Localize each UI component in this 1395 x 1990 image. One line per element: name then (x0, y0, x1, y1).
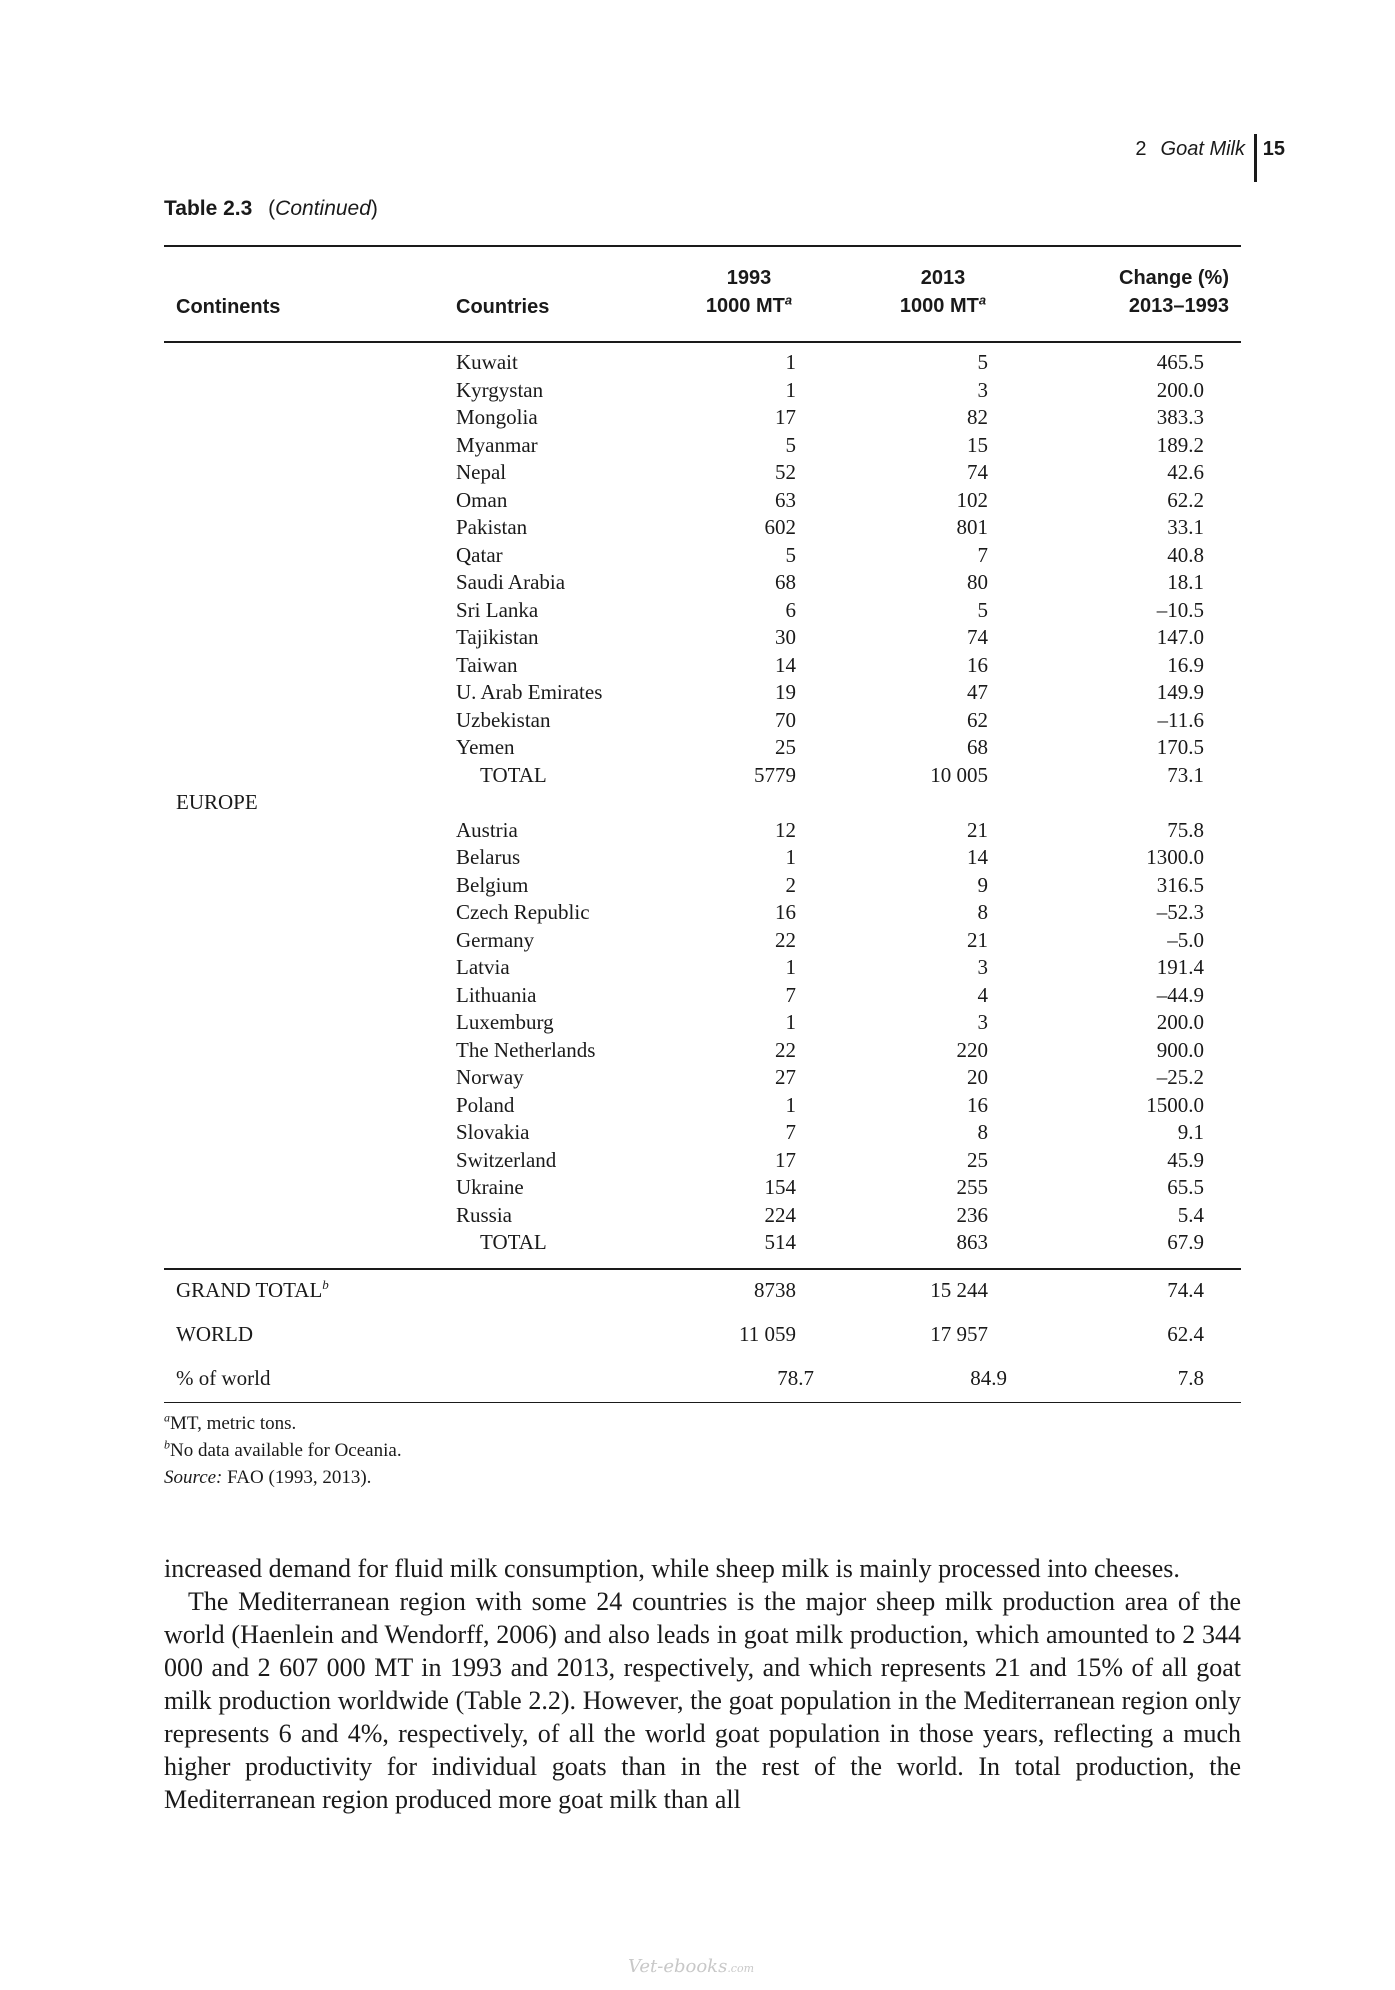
cell-1993: 17 (775, 1147, 796, 1172)
cell-change: 74.4 (1167, 1278, 1204, 1302)
cell-change: 465.5 (1156, 350, 1204, 374)
cell-1993: 14 (775, 652, 796, 677)
cell-2013: 863 (956, 1230, 988, 1254)
cell-1993: 68 (775, 570, 796, 594)
cell-1993: 17 (775, 405, 796, 429)
cell-country: Austria (456, 817, 518, 842)
cell-country: Poland (456, 1092, 515, 1117)
paragraph: increased demand for fluid milk consumption, while sheep milk is mainly processed into cheeses. (164, 1554, 1180, 1583)
table-row (164, 762, 1241, 790)
table-caption (164, 197, 378, 221)
cell-country: TOTAL (480, 1230, 547, 1254)
table-row (164, 1174, 1241, 1202)
cell-country: Norway (456, 1065, 524, 1089)
cell-2013: 220 (956, 1037, 988, 1062)
cell-2013: 16 (967, 1092, 988, 1117)
continued-text: Continued (275, 197, 371, 220)
cell-2013: 10 005 (930, 762, 988, 787)
cell-2013: 3 (977, 377, 988, 402)
chapter-title (1135, 138, 1245, 161)
table-row (164, 1009, 1241, 1037)
table-row (164, 1119, 1241, 1147)
source-label: Source: (164, 1467, 223, 1488)
cell-change: 7.8 (1177, 1366, 1204, 1390)
table-row (164, 927, 1241, 955)
cell-2013: 9 (977, 872, 988, 897)
cell-country: Switzerland (456, 1147, 557, 1172)
cell-country: Belarus (456, 845, 521, 869)
table-body (164, 349, 1241, 1257)
cell-country: Nepal (456, 460, 507, 484)
cell-2013: 3 (977, 1010, 988, 1034)
table-row (164, 514, 1241, 542)
table-row (164, 844, 1241, 872)
table-row (164, 817, 1241, 845)
footnote-a (164, 1410, 402, 1437)
cell-1993: 5 (785, 542, 796, 567)
cell-2013: 25 (967, 1147, 988, 1172)
cell-country: Kyrgystan (456, 377, 544, 402)
footnote-mark-a: a (784, 292, 793, 308)
summary-label (176, 1364, 270, 1392)
cell-2013: 5 (977, 597, 988, 622)
cell-change: 1300.0 (1146, 845, 1204, 869)
source-note (164, 1464, 402, 1491)
cell-2013: 68 (967, 735, 988, 759)
summary-row (164, 1320, 1241, 1364)
cell-change: –5.0 (1167, 927, 1204, 952)
cell-2013: 47 (967, 680, 988, 704)
cell-2013: 4 (977, 982, 988, 1007)
cell-1993: 8738 (754, 1278, 796, 1302)
table-row (164, 1229, 1241, 1257)
summary-row (164, 1276, 1241, 1320)
summary-label (176, 1320, 253, 1348)
cell-change: 900.0 (1156, 1037, 1204, 1062)
cell-country: Ukraine (456, 1175, 524, 1199)
table-row (164, 377, 1241, 405)
table-row (164, 789, 1241, 817)
cell-1993: 154 (764, 1175, 796, 1199)
cell-country: Mongolia (456, 405, 538, 429)
cell-country: Qatar (456, 542, 503, 567)
cell-change: 45.9 (1167, 1147, 1204, 1172)
cell-change: 383.3 (1156, 405, 1204, 429)
header-1993-unit-text: 1000 MT (705, 295, 785, 317)
table-row (164, 487, 1241, 515)
cell-1993: 2 (785, 872, 796, 897)
table-row (164, 1092, 1241, 1120)
cell-change: 191.4 (1156, 955, 1204, 979)
cell-change: 200.0 (1156, 377, 1204, 402)
cell-country: Taiwan (456, 652, 518, 677)
cell-1993: 7 (785, 1120, 796, 1144)
cell-country: Oman (456, 487, 508, 512)
cell-country: The Netherlands (456, 1037, 596, 1062)
footnote-b-text: No data available for Oceania. (170, 1440, 402, 1461)
cell-change: 75.8 (1167, 817, 1204, 842)
cell-2013: 21 (967, 927, 988, 952)
cell-2013: 8 (977, 900, 988, 924)
cell-1993: 1 (785, 350, 796, 374)
table-row (164, 982, 1241, 1010)
cell-2013: 80 (967, 570, 988, 594)
cell-2013: 7 (977, 542, 988, 567)
cell-1993: 19 (775, 680, 796, 704)
table-row (164, 1202, 1241, 1230)
header-divider (1254, 134, 1257, 182)
summary-label-text: % of world (176, 1366, 271, 1390)
summary-label-text: GRAND TOTAL (176, 1278, 323, 1302)
cell-1993: 7 (785, 982, 796, 1007)
cell-change: 16.9 (1167, 652, 1204, 677)
cell-1993: 25 (775, 735, 796, 759)
cell-1993: 27 (775, 1065, 796, 1089)
cell-change: 62.2 (1167, 487, 1204, 512)
cell-1993: 16 (775, 900, 796, 924)
cell-2013: 17 957 (930, 1322, 988, 1346)
cell-change: 33.1 (1167, 515, 1204, 539)
table-label: Table 2.3 (164, 197, 253, 220)
cell-2013: 21 (967, 817, 988, 842)
cell-country: Czech Republic (456, 900, 590, 924)
table-row (164, 1147, 1241, 1175)
cell-2013: 62 (967, 707, 988, 732)
cell-change: 5.4 (1177, 1202, 1204, 1227)
cell-country: Lithuania (456, 982, 537, 1007)
cell-change: 1500.0 (1146, 1092, 1204, 1117)
cell-2013: 8 (977, 1120, 988, 1144)
table-row (164, 707, 1241, 735)
cell-change: 73.1 (1167, 762, 1204, 787)
table-row (164, 954, 1241, 982)
footnote-b (164, 1437, 402, 1464)
table-row (164, 652, 1241, 680)
cell-change: 149.9 (1156, 680, 1204, 704)
source-text: FAO (1993, 2013). (222, 1467, 372, 1488)
cell-country: Germany (456, 927, 535, 952)
cell-1993: 5779 (754, 762, 796, 787)
table-header-rule (164, 341, 1241, 343)
cell-change: –44.9 (1156, 982, 1204, 1007)
paragraph: The Mediterranean region with some 24 countries is the major sheep milk production area of the world (Haenlein and Wendorff, 2006) and also leads in goat milk production, which amounted to 2 344 000 and 2 607 000 MT in 1993 and 2013, respectively, and which represents 21 and 15% of all goat milk production worldwide (Table 2.2). However, the goat population in the Mediterranean region only represents 6 and 4%, respectively, of all the world goat population in those years, reflecting a much higher productivity for individual goats than in the rest of the world. In total production, the Mediterranean region produced more goat milk than all (164, 1587, 1241, 1814)
cell-2013: 236 (956, 1202, 988, 1227)
cell-1993: 514 (764, 1230, 796, 1254)
cell-country: Saudi Arabia (456, 570, 566, 594)
cell-2013: 3 (977, 955, 988, 979)
cell-1993: 63 (775, 487, 796, 512)
cell-2013: 102 (956, 487, 988, 512)
summary-label-text: WORLD (176, 1322, 253, 1346)
table-row (164, 624, 1241, 652)
cell-change: 40.8 (1167, 542, 1204, 567)
cell-2013: 82 (967, 405, 988, 429)
cell-2013: 255 (956, 1175, 988, 1199)
table-row (164, 349, 1241, 377)
cell-change: 67.9 (1167, 1230, 1204, 1254)
cell-1993: 52 (775, 460, 796, 484)
cell-1993: 12 (775, 817, 796, 842)
cell-1993: 22 (775, 1037, 796, 1062)
header-2013-year: 2013 (920, 267, 966, 289)
table-row (164, 542, 1241, 570)
table-continued: (Continued) (268, 197, 378, 220)
cell-2013: 74 (967, 460, 988, 484)
header-1993-year: 1993 (726, 267, 772, 289)
footnote-mark-a: a (978, 292, 987, 308)
cell-2013: 15 (967, 432, 988, 457)
cell-country: Pakistan (456, 515, 528, 539)
cell-country: TOTAL (480, 762, 547, 787)
header-change (1069, 264, 1229, 320)
cell-country: Yemen (456, 735, 515, 759)
table-row (164, 734, 1241, 762)
footnote-a-mark: a (164, 1410, 170, 1425)
cell-change: 65.5 (1167, 1175, 1204, 1199)
cell-country: U. Arab Emirates (456, 680, 603, 704)
cell-1993: 6 (785, 597, 796, 622)
footnote-mark-b: b (322, 1277, 329, 1292)
cell-country: Tajikistan (456, 625, 539, 649)
summary-label (176, 1276, 329, 1304)
cell-change: –25.2 (1156, 1065, 1204, 1089)
cell-continent: EUROPE (176, 790, 258, 814)
cell-country: Luxemburg (456, 1010, 554, 1034)
cell-country: Russia (456, 1202, 513, 1227)
cell-country: Kuwait (456, 350, 518, 374)
table-row (164, 872, 1241, 900)
chapter-number: 2 (1135, 138, 1147, 160)
watermark-text: Vet-ebooks (628, 1956, 728, 1977)
cell-change: 42.6 (1167, 460, 1204, 484)
cell-1993: 1 (785, 1092, 796, 1117)
cell-1993: 224 (764, 1202, 796, 1227)
cell-change: 18.1 (1167, 570, 1204, 594)
cell-2013: 801 (956, 515, 988, 539)
cell-1993: 5 (785, 432, 796, 457)
cell-1993: 1 (785, 955, 796, 979)
watermark (628, 1956, 754, 1977)
table-top-rule (164, 245, 1241, 247)
cell-change: 200.0 (1156, 1010, 1204, 1034)
header-continents: Continents (176, 296, 281, 318)
cell-1993: 30 (775, 625, 796, 649)
cell-1993: 1 (785, 1010, 796, 1034)
cell-2013: 20 (967, 1065, 988, 1089)
cell-2013: 5 (977, 350, 988, 374)
header-change-range: 2013–1993 (1128, 295, 1229, 317)
watermark-suffix: .com (727, 1962, 755, 1975)
table-footnotes (164, 1410, 402, 1491)
cell-2013: 74 (967, 625, 988, 649)
footnote-a-text: MT, metric tons. (170, 1413, 297, 1434)
cell-change: –52.3 (1156, 900, 1204, 924)
cell-1993: 1 (785, 377, 796, 402)
cell-change: 170.5 (1156, 735, 1204, 759)
cell-2013: 14 (967, 845, 988, 869)
cell-country: Belgium (456, 872, 529, 897)
table-row (164, 569, 1241, 597)
cell-country: Uzbekistan (456, 707, 551, 732)
header-1993-unit (679, 292, 819, 320)
cell-change: 9.1 (1177, 1120, 1204, 1144)
table-row (164, 1037, 1241, 1065)
cell-1993: 11 059 (739, 1322, 796, 1346)
cell-change: –10.5 (1156, 597, 1204, 622)
header-2013 (873, 264, 1013, 320)
cell-2013: 15 244 (930, 1278, 988, 1302)
cell-1993: 602 (764, 515, 796, 539)
table-row (164, 404, 1241, 432)
chapter-title-text: Goat Milk (1160, 138, 1245, 160)
cell-country: Myanmar (456, 432, 538, 457)
cell-2013: 84.9 (970, 1366, 1007, 1390)
header-1993 (679, 264, 819, 320)
cell-1993: 1 (785, 845, 796, 869)
header-2013-unit-text: 1000 MT (899, 295, 979, 317)
table-row (164, 597, 1241, 625)
cell-1993: 22 (775, 927, 796, 952)
page-number: 15 (1262, 138, 1285, 160)
table-total-rule (164, 1268, 1241, 1270)
table-row (164, 679, 1241, 707)
cell-country: Slovakia (456, 1120, 530, 1144)
header-countries: Countries (456, 296, 550, 318)
cell-1993: 70 (775, 707, 796, 732)
cell-change: 316.5 (1156, 872, 1204, 897)
header-2013-unit (873, 292, 1013, 320)
header-change-label: Change (%) (1119, 267, 1229, 289)
cell-2013: 16 (967, 652, 988, 677)
table-row (164, 459, 1241, 487)
cell-country: Sri Lanka (456, 597, 539, 622)
table-summary (164, 1276, 1241, 1408)
table-bottom-rule (164, 1402, 1241, 1403)
body-text (164, 1552, 1241, 1816)
cell-1993: 78.7 (777, 1366, 814, 1390)
table-row (164, 899, 1241, 927)
cell-change: 189.2 (1156, 432, 1204, 457)
cell-change: 62.4 (1167, 1322, 1204, 1346)
table-row (164, 432, 1241, 460)
table-row (164, 1064, 1241, 1092)
cell-change: –11.6 (1157, 707, 1204, 732)
cell-change: 147.0 (1156, 625, 1204, 649)
cell-country: Latvia (456, 955, 510, 979)
footnote-b-mark: b (164, 1437, 170, 1452)
